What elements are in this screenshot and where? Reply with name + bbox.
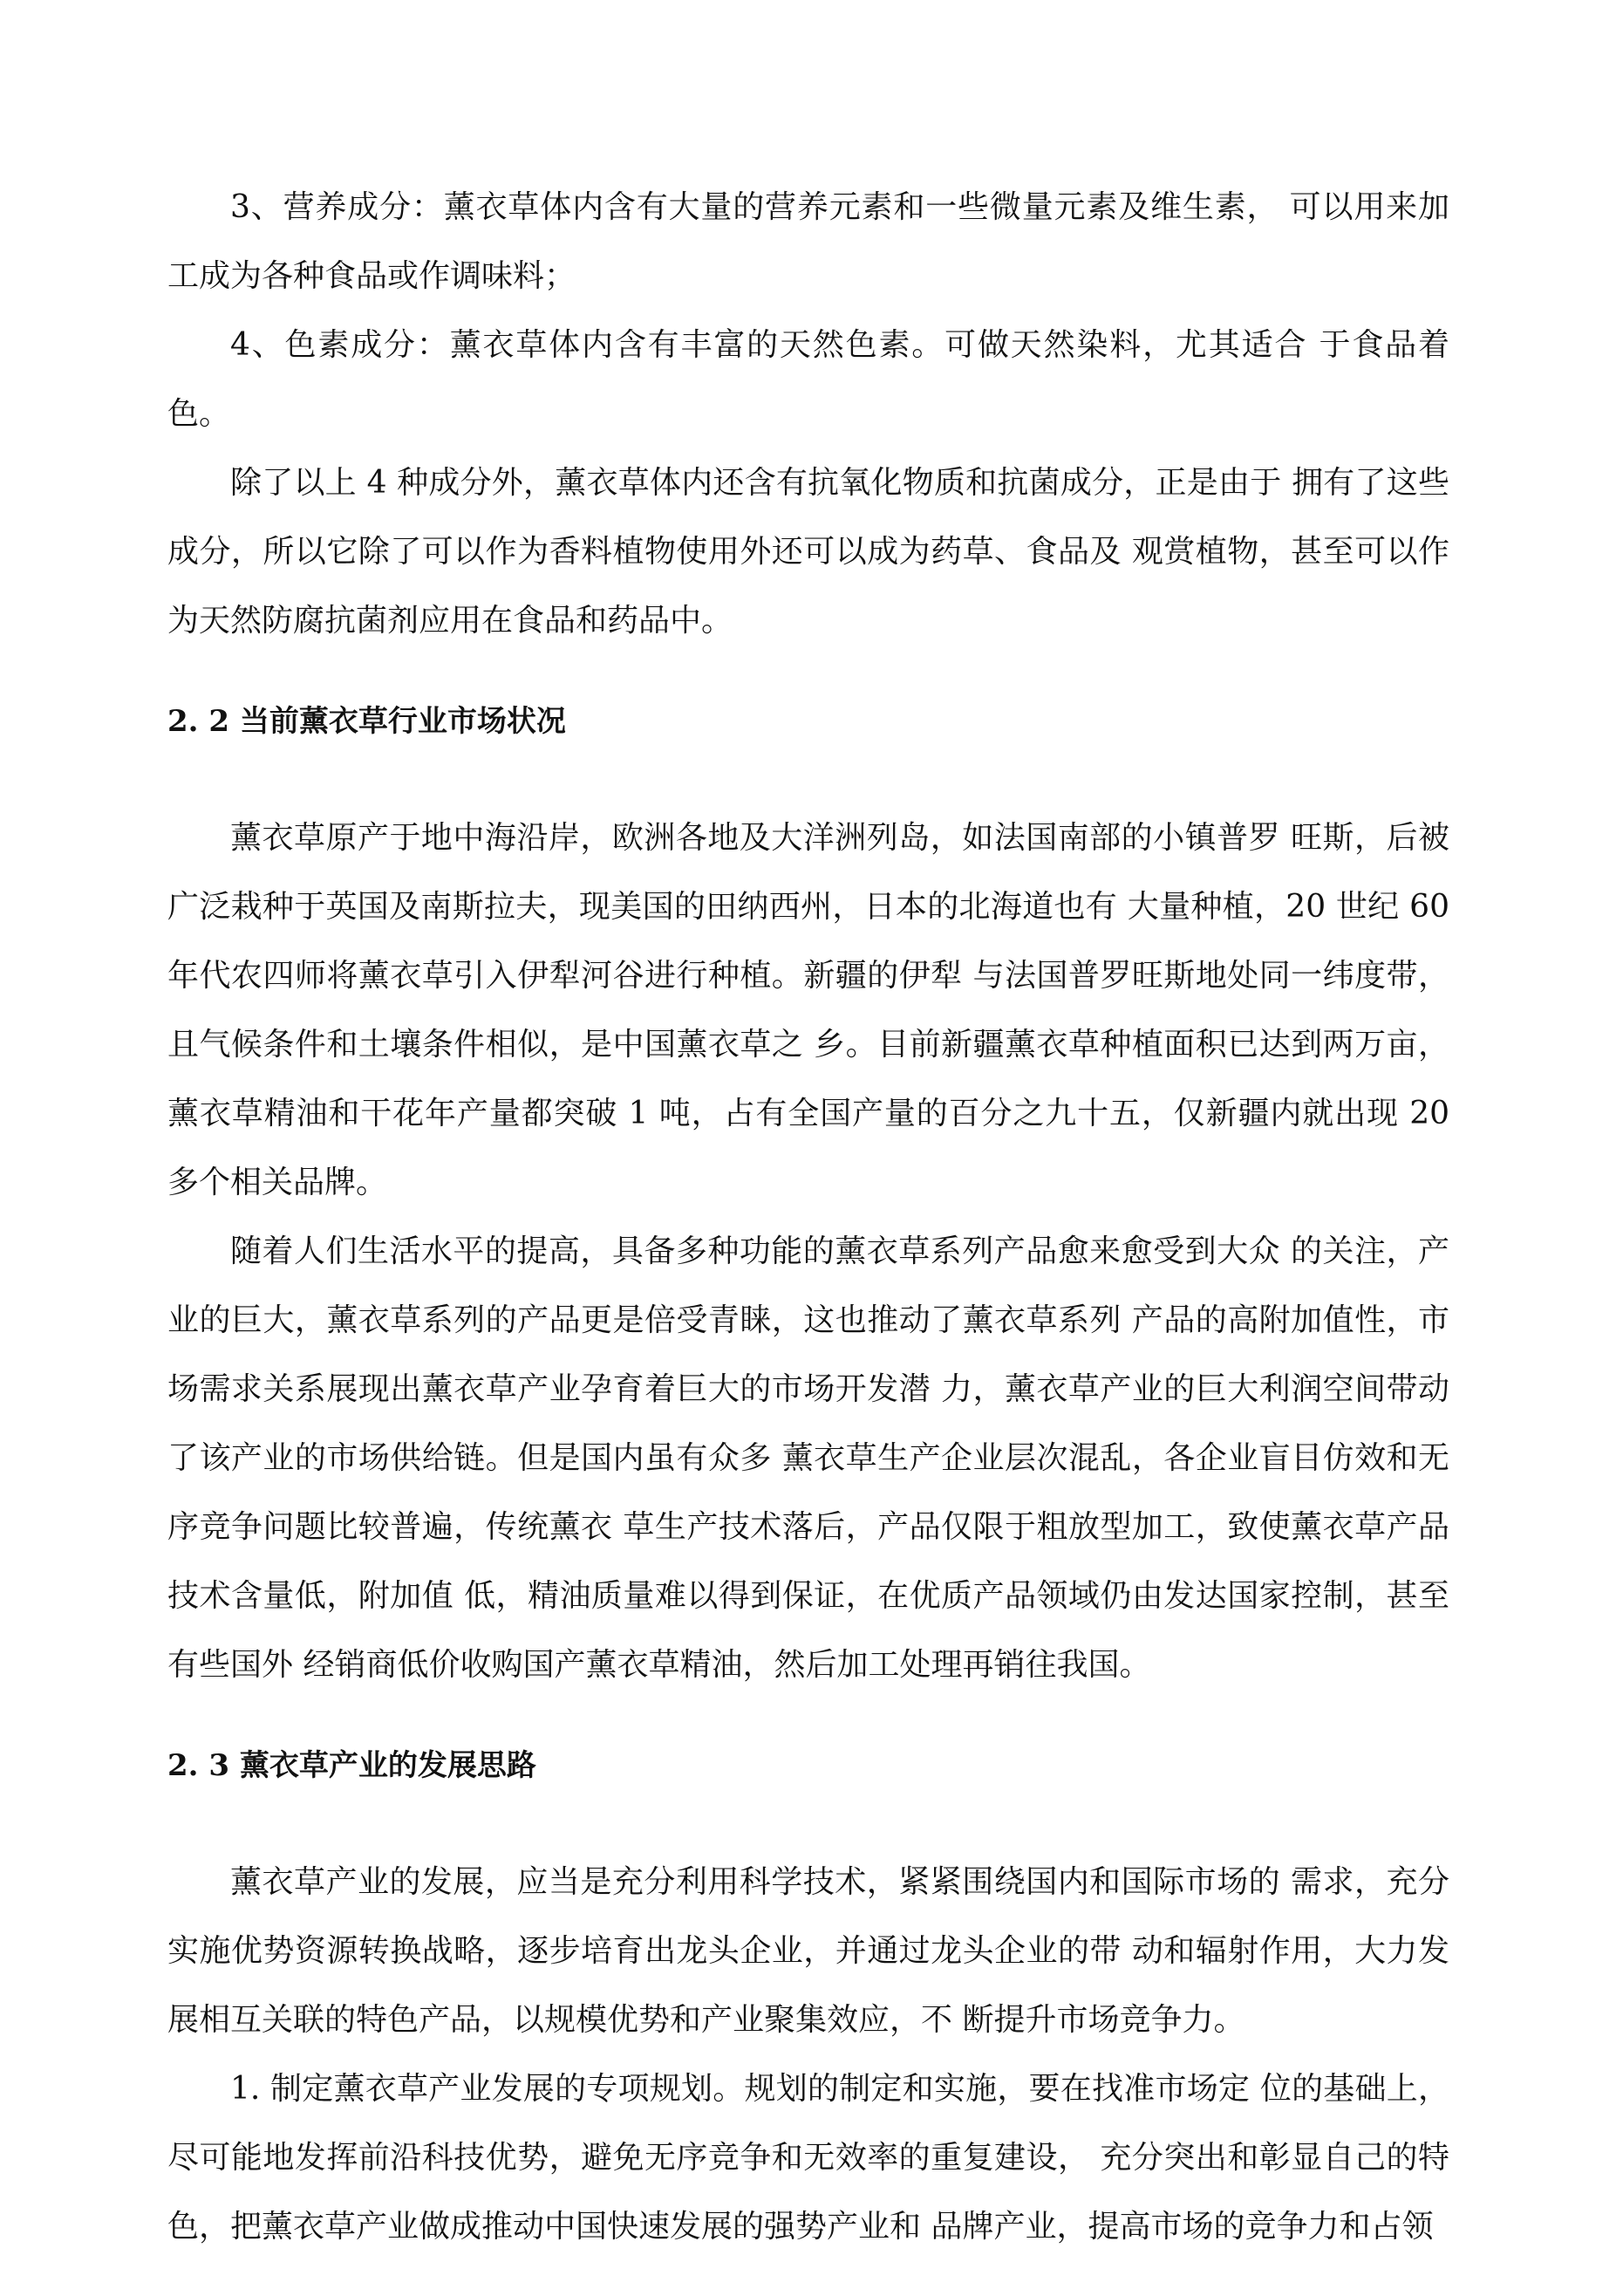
paragraph-other-components: 除了以上 4 种成分外，薰衣草体内还含有抗氧化物质和抗菌成分，正是由于 拥有了这些成分，所以它除了可以作为香料植物使用外还可以成为药草、食品及 观赏植物，甚至可以作为天然防腐抗菌剂应用在食品和药品中。 <box>167 465 1449 639</box>
paragraph-planning: 1. 制定薰衣草产业发展的专项规划。规划的制定和实施，要在找准市场定 位的基础上，尽可能地发挥前沿科技优势，避免无序竞争和无效率的重复建设， 充分突出和彰显自己的特色，把薰衣草产业做成推动中国快速发展的强势产业和 品牌产业，提高市场的竞争力和占领 <box>167 2071 1449 2245</box>
paragraph-origin: 薰衣草原产于地中海沿岸，欧洲各地及大洋洲列岛，如法国南部的小镇普罗 旺斯，后被广泛栽种于英国及南斯拉夫，现美国的田纳西州，日本的北海道也有 大量种植，20 世纪 60 年代农四师将薰衣草引入伊犁河谷进行种植。新疆的伊犁 与法国普罗旺斯地处同一纬度带，且气候条件和土壤条件相似，是中国薰衣草之 乡。目前新疆薰衣草种植面积已达到两万亩，薰衣草精油和干花年产量都突破 1 吨，占有全国产量的百分之九十五，仅新疆内就出现 20 多个相关品牌。 <box>167 820 1449 1200</box>
document-body <box>167 173 1449 2261</box>
spacer <box>167 742 1449 803</box>
spacer <box>167 655 1449 700</box>
section-heading-2-3: 2. 3 薰衣草产业的发展思路 <box>167 1748 536 1783</box>
spacer <box>167 1787 1449 1848</box>
paragraph-market-demand: 随着人们生活水平的提高，具备多种功能的薰衣草系列产品愈来愈受到大众 的关注，产业的巨大，薰衣草系列的产品更是倍受青睐，这也推动了薰衣草系列 产品的高附加值性，市场需求关系展现出薰衣草产业孕育着巨大的市场开发潜 力，薰衣草产业的巨大利润空间带动了该产业的市场供给链。但是国内虽有众多 薰衣草生产企业层次混乱，各企业盲目仿效和无序竞争问题比较普遍，传统薰衣 草生产技术落后，产品仅限于粗放型加工，致使薰衣草产品技术含量低，附加值 低，精油质量难以得到保证，在优质产品领域仍由发达国家控制，甚至有些国外 经销商低价收购国产薰衣草精油，然后加工处理再销往我国。 <box>167 1233 1449 1683</box>
paragraph-development: 薰衣草产业的发展，应当是充分利用科学技术，紧紧围绕国内和国际市场的 需求，充分实施优势资源转换战略，逐步培育出龙头企业，并通过龙头企业的带 动和辐射作用，大力发展相互关联的特色产品，以规模优势和产业聚集效应，不 断提升市场竞争力。 <box>167 1864 1449 2038</box>
spacer <box>167 1699 1449 1745</box>
section-heading-2-2: 2. 2 当前薰衣草行业市场状况 <box>167 704 566 739</box>
paragraph-pigment: 4、色素成分：薰衣草体内含有丰富的天然色素。可做天然染料，尤其适合 于食品着色。 <box>167 327 1449 432</box>
paragraph-nutrition: 3、营养成分：薰衣草体内含有大量的营养元素和一些微量元素及维生素， 可以用来加工成为各种食品或作调味料； <box>167 189 1449 294</box>
